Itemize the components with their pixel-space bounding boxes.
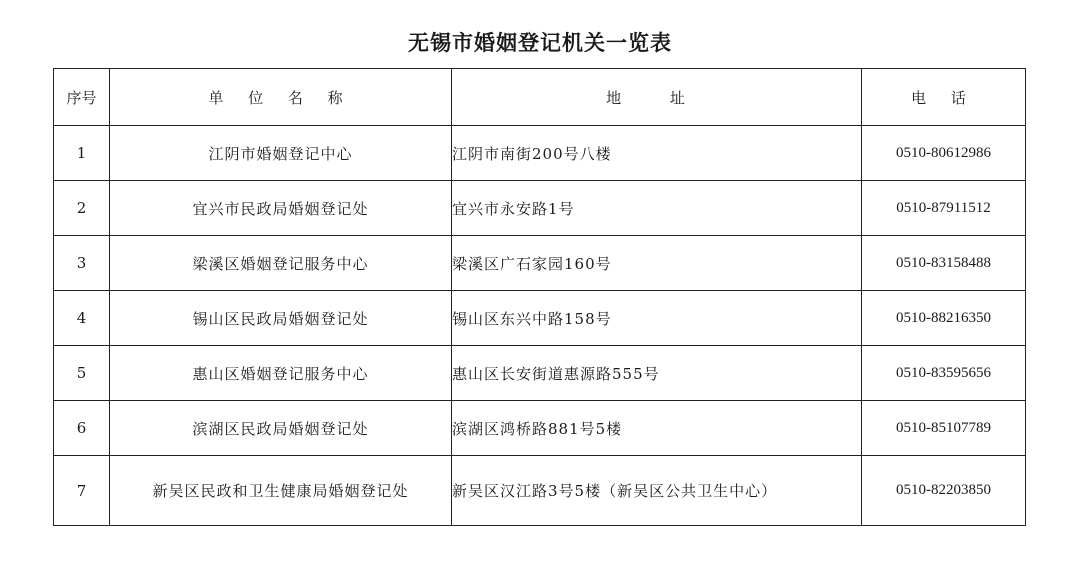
row-address: 新吴区汉江路3号5楼（新吴区公共卫生中心）: [452, 456, 862, 526]
header-index: 序号: [54, 69, 110, 126]
row-phone: 0510-87911512: [862, 181, 1026, 236]
row-index: 5: [54, 346, 110, 401]
row-name: 滨湖区民政局婚姻登记处: [110, 401, 452, 456]
table-row: [54, 291, 1026, 346]
row-address: 江阴市南街200号八楼: [452, 126, 862, 181]
row-index: 4: [54, 291, 110, 346]
row-name: 梁溪区婚姻登记服务中心: [110, 236, 452, 291]
row-name: 宜兴市民政局婚姻登记处: [110, 181, 452, 236]
row-phone: 0510-83595656: [862, 346, 1026, 401]
header-address: 地 址: [452, 69, 862, 126]
row-address: 滨湖区鸿桥路881号5楼: [452, 401, 862, 456]
row-phone: 0510-80612986: [862, 126, 1026, 181]
row-name: 惠山区婚姻登记服务中心: [110, 346, 452, 401]
registry-table: [53, 68, 1026, 526]
row-phone: 0510-83158488: [862, 236, 1026, 291]
table-row: [54, 401, 1026, 456]
row-index: 2: [54, 181, 110, 236]
header-phone: 电 话: [862, 69, 1026, 126]
row-address: 宜兴市永安路1号: [452, 181, 862, 236]
document-title: 无锡市婚姻登记机关一览表: [408, 30, 672, 55]
row-name: 江阴市婚姻登记中心: [110, 126, 452, 181]
row-index: 7: [54, 456, 110, 526]
table-row: [54, 236, 1026, 291]
table-header-row: [54, 69, 1026, 126]
row-index: 1: [54, 126, 110, 181]
header-name: 单 位 名 称: [110, 69, 452, 126]
row-index: 6: [54, 401, 110, 456]
table-row: [54, 181, 1026, 236]
row-address: 锡山区东兴中路158号: [452, 291, 862, 346]
row-phone: 0510-85107789: [862, 401, 1026, 456]
table-row: [54, 126, 1026, 181]
row-address: 惠山区长安街道惠源路555号: [452, 346, 862, 401]
row-name: 新吴区民政和卫生健康局婚姻登记处: [110, 456, 452, 526]
row-phone: 0510-82203850: [862, 456, 1026, 526]
row-address: 梁溪区广石家园160号: [452, 236, 862, 291]
row-name: 锡山区民政局婚姻登记处: [110, 291, 452, 346]
row-phone: 0510-88216350: [862, 291, 1026, 346]
table-row: [54, 456, 1026, 526]
table-row: [54, 346, 1026, 401]
row-index: 3: [54, 236, 110, 291]
